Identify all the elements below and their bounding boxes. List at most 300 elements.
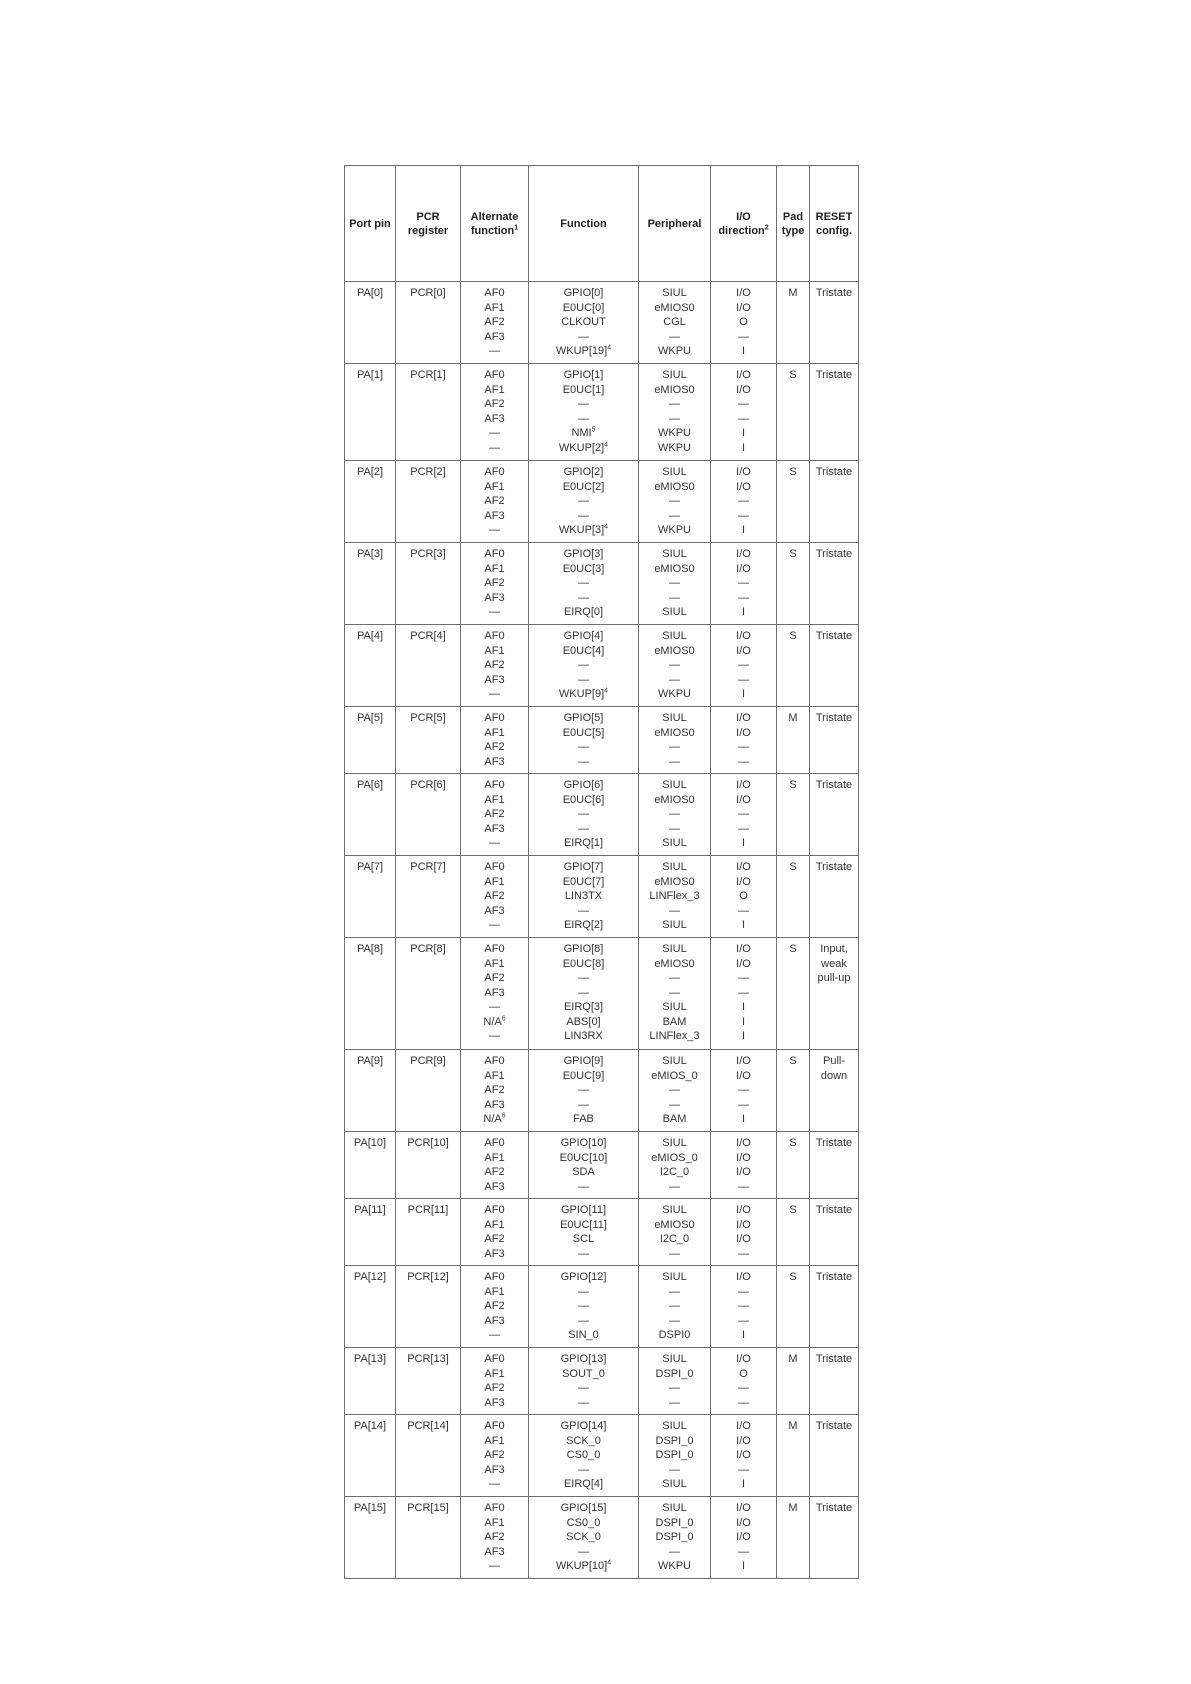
cell-text: I bbox=[741, 1030, 746, 1042]
cell-line bbox=[639, 957, 710, 972]
port-pin-cell bbox=[345, 1050, 396, 1132]
cell-line bbox=[639, 1270, 710, 1285]
cell-text: BAM bbox=[662, 1113, 687, 1125]
cell-text: — bbox=[578, 577, 589, 589]
cell-line bbox=[711, 1015, 776, 1030]
io-direction-cell bbox=[711, 1497, 777, 1579]
cell-line bbox=[529, 1015, 638, 1030]
cell-line bbox=[639, 576, 710, 591]
cell-text: — bbox=[489, 1478, 500, 1490]
cell-line bbox=[711, 523, 776, 538]
cell-text: — bbox=[738, 1396, 749, 1409]
cell-text: EIRQ[4] bbox=[563, 1478, 604, 1490]
alternate-function-cell bbox=[461, 1199, 529, 1266]
cell-line bbox=[396, 286, 460, 301]
cell-line bbox=[810, 1419, 858, 1434]
cell-line bbox=[461, 1328, 528, 1343]
cell-line bbox=[345, 1054, 395, 1069]
cell-text: — bbox=[489, 1001, 500, 1013]
cell-line bbox=[529, 1501, 638, 1516]
cell-line bbox=[396, 1054, 460, 1069]
cell-text: GPIO[13] bbox=[560, 1353, 607, 1365]
cell-line bbox=[711, 1396, 776, 1411]
cell-text: E0UC[4] bbox=[562, 644, 605, 657]
cell-line bbox=[777, 286, 809, 301]
cell-line bbox=[461, 1530, 528, 1545]
cell-text: GPIO[11] bbox=[560, 1204, 607, 1216]
cell-text: GPIO[0] bbox=[563, 287, 604, 299]
table-row bbox=[345, 625, 859, 707]
cell-text: eMIOS0 bbox=[654, 383, 695, 396]
cell-line bbox=[639, 1545, 710, 1560]
alternate-function-cell bbox=[461, 1415, 529, 1497]
cell-text: S bbox=[789, 466, 797, 478]
cell-text: — bbox=[669, 591, 680, 604]
cell-text: PA[8] bbox=[356, 943, 384, 955]
cell-text: I/O bbox=[736, 943, 751, 955]
cell-text: I/O bbox=[736, 1166, 751, 1178]
cell-text: I/O bbox=[736, 1137, 751, 1149]
cell-line bbox=[711, 1069, 776, 1084]
cell-text: I bbox=[741, 837, 746, 849]
cell-text: AF1 bbox=[484, 726, 505, 739]
cell-line bbox=[529, 1516, 638, 1531]
cell-line bbox=[639, 1328, 710, 1343]
cell-text: AF1 bbox=[484, 793, 505, 806]
cell-line bbox=[529, 673, 638, 688]
cell-line bbox=[345, 778, 395, 793]
cell-text: GPIO[10] bbox=[560, 1137, 607, 1149]
cell-line bbox=[639, 605, 710, 620]
cell-line bbox=[461, 1381, 528, 1396]
cell-line bbox=[461, 755, 528, 770]
cell-text: — bbox=[738, 659, 749, 671]
cell-text: I/O bbox=[736, 369, 751, 381]
cell-text: AF0 bbox=[484, 943, 505, 955]
cell-text: SIUL bbox=[662, 369, 687, 381]
function-cell bbox=[529, 461, 639, 543]
cell-text: — bbox=[669, 1382, 680, 1394]
port-pin-cell bbox=[345, 543, 396, 625]
cell-line bbox=[711, 1029, 776, 1044]
cell-text: I2C_0 bbox=[659, 1166, 690, 1178]
cell-text: — bbox=[669, 495, 680, 507]
cell-text: I/O bbox=[736, 861, 751, 873]
cell-line bbox=[777, 1352, 809, 1367]
cell-text: — bbox=[489, 345, 500, 357]
cell-text: I/O bbox=[736, 287, 751, 299]
cell-line bbox=[396, 1419, 460, 1434]
cell-line bbox=[639, 1396, 710, 1411]
cell-text: PCR[9] bbox=[410, 1055, 446, 1067]
peripheral-cell bbox=[639, 364, 711, 461]
cell-text: I/O bbox=[736, 1502, 751, 1514]
cell-line bbox=[461, 480, 528, 495]
cell-text: — bbox=[669, 755, 680, 768]
cell-line bbox=[810, 1501, 858, 1516]
cell-line bbox=[711, 426, 776, 441]
cell-line bbox=[529, 1367, 638, 1382]
cell-line bbox=[711, 986, 776, 1001]
cell-text: — bbox=[578, 808, 589, 820]
cell-line bbox=[639, 591, 710, 606]
cell-line bbox=[639, 1352, 710, 1367]
cell-line bbox=[529, 755, 638, 770]
cell-line bbox=[461, 1165, 528, 1180]
cell-line bbox=[639, 740, 710, 755]
cell-text: E0UC[6] bbox=[562, 793, 605, 806]
cell-text: — bbox=[738, 741, 749, 753]
cell-line bbox=[711, 942, 776, 957]
cell-text: Tristate bbox=[815, 1137, 853, 1149]
pcr-register-cell bbox=[396, 774, 461, 856]
cell-text: I/O bbox=[736, 1434, 751, 1447]
cell-text: I/O bbox=[736, 301, 751, 314]
cell-line bbox=[345, 942, 395, 957]
pcr-register-cell bbox=[396, 1415, 461, 1497]
cell-text: PA[2] bbox=[356, 466, 384, 478]
io-direction-cell bbox=[711, 1266, 777, 1348]
cell-line bbox=[810, 629, 858, 644]
cell-line bbox=[711, 480, 776, 495]
function-cell bbox=[529, 1199, 639, 1266]
cell-text: WKPU bbox=[658, 427, 691, 439]
cell-text: — bbox=[489, 837, 500, 849]
cell-text: eMIOS_0 bbox=[651, 1151, 698, 1164]
cell-text: AF3 bbox=[484, 509, 505, 522]
cell-text: SIUL bbox=[662, 919, 687, 931]
cell-line bbox=[711, 547, 776, 562]
header-peripheral: Peripheral bbox=[639, 166, 711, 282]
cell-line bbox=[639, 1559, 710, 1574]
cell-text: — bbox=[738, 495, 749, 507]
alternate-function-cell bbox=[461, 856, 529, 938]
cell-line bbox=[777, 860, 809, 875]
cell-line bbox=[461, 1463, 528, 1478]
cell-line bbox=[639, 465, 710, 480]
cell-text: PCR[2] bbox=[410, 466, 446, 478]
cell-line bbox=[777, 942, 809, 957]
cell-text: AF1 bbox=[484, 644, 505, 657]
cell-line bbox=[529, 1203, 638, 1218]
footnote-ref: 4 bbox=[604, 687, 609, 695]
cell-line bbox=[711, 1203, 776, 1218]
cell-text: — bbox=[578, 972, 589, 984]
cell-line bbox=[639, 1218, 710, 1233]
cell-line bbox=[711, 412, 776, 427]
cell-line bbox=[711, 605, 776, 620]
footnote-ref: 5 bbox=[591, 426, 596, 434]
cell-text: I bbox=[741, 1001, 746, 1013]
cell-line bbox=[529, 726, 638, 741]
cell-text: AF3 bbox=[484, 1396, 505, 1409]
cell-line bbox=[639, 1151, 710, 1166]
cell-text: — bbox=[738, 1545, 749, 1558]
cell-text: — bbox=[669, 808, 680, 820]
cell-line bbox=[461, 1352, 528, 1367]
cell-line bbox=[461, 368, 528, 383]
cell-text: PCR[4] bbox=[410, 630, 446, 642]
cell-text: AF0 bbox=[484, 1271, 505, 1283]
port-pin-cell bbox=[345, 856, 396, 938]
cell-line bbox=[529, 286, 638, 301]
cell-text: PA[9] bbox=[356, 1055, 384, 1067]
cell-line bbox=[810, 942, 858, 957]
cell-line bbox=[529, 658, 638, 673]
footnote-ref: 4 bbox=[607, 344, 612, 352]
cell-line bbox=[711, 1054, 776, 1069]
cell-text: — bbox=[578, 1098, 589, 1111]
io-direction-cell bbox=[711, 364, 777, 461]
cell-line bbox=[396, 778, 460, 793]
cell-line bbox=[810, 1069, 858, 1084]
cell-text: SIUL bbox=[662, 466, 687, 478]
pin-muxing-table bbox=[344, 165, 859, 1579]
cell-text: — bbox=[669, 972, 680, 984]
cell-line bbox=[529, 1112, 638, 1127]
reset-config-cell bbox=[810, 1132, 859, 1199]
cell-line bbox=[711, 1247, 776, 1262]
cell-line bbox=[810, 286, 858, 301]
cell-text: AF2 bbox=[484, 890, 505, 902]
cell-line bbox=[639, 315, 710, 330]
cell-line bbox=[777, 1270, 809, 1285]
cell-text: M bbox=[788, 1420, 798, 1432]
cell-text: weak bbox=[821, 957, 847, 970]
peripheral-cell bbox=[639, 1415, 711, 1497]
cell-line bbox=[711, 576, 776, 591]
cell-text: LIN3RX bbox=[564, 1030, 603, 1042]
cell-text: I bbox=[741, 345, 746, 357]
cell-line bbox=[345, 368, 395, 383]
cell-text: Tristate bbox=[815, 1353, 853, 1365]
cell-text: I bbox=[741, 1329, 746, 1341]
cell-text: — bbox=[738, 822, 749, 835]
cell-text: WKPU bbox=[658, 441, 691, 454]
cell-text: eMIOS0 bbox=[654, 480, 695, 493]
cell-text: eMIOS0 bbox=[654, 644, 695, 657]
cell-line bbox=[711, 822, 776, 837]
cell-text: — bbox=[738, 755, 749, 768]
cell-line bbox=[639, 889, 710, 904]
cell-line bbox=[711, 397, 776, 412]
cell-line bbox=[711, 687, 776, 702]
alternate-function-cell bbox=[461, 282, 529, 364]
cell-text: Tristate bbox=[815, 369, 853, 381]
cell-line bbox=[639, 301, 710, 316]
cell-line bbox=[529, 1083, 638, 1098]
cell-text: pull-up bbox=[817, 972, 851, 984]
reset-config-cell bbox=[810, 856, 859, 938]
cell-line bbox=[711, 383, 776, 398]
cell-line bbox=[529, 1165, 638, 1180]
cell-text: — bbox=[578, 1300, 589, 1312]
cell-line bbox=[711, 673, 776, 688]
cell-line bbox=[529, 629, 638, 644]
table-row bbox=[345, 1266, 859, 1348]
cell-line bbox=[639, 629, 710, 644]
cell-text: — bbox=[669, 659, 680, 671]
cell-line bbox=[810, 465, 858, 480]
cell-text: eMIOS0 bbox=[654, 957, 695, 970]
peripheral-cell bbox=[639, 625, 711, 707]
footnote-ref: 4 bbox=[607, 1559, 612, 1567]
cell-line bbox=[461, 562, 528, 577]
cell-line bbox=[529, 860, 638, 875]
cell-text: — bbox=[578, 1314, 589, 1327]
cell-line bbox=[461, 1151, 528, 1166]
cell-line bbox=[529, 1559, 638, 1574]
cell-text: — bbox=[578, 1545, 589, 1558]
port-pin-cell bbox=[345, 1348, 396, 1415]
peripheral-cell bbox=[639, 1348, 711, 1415]
cell-text: — bbox=[578, 1084, 589, 1096]
cell-text: AF0 bbox=[484, 287, 505, 299]
cell-text: E0UC[10] bbox=[559, 1151, 608, 1164]
cell-line bbox=[461, 889, 528, 904]
cell-text: AF1 bbox=[484, 301, 505, 314]
cell-text: AF0 bbox=[484, 1055, 505, 1067]
footnote-ref: 6 bbox=[501, 1112, 506, 1120]
cell-line bbox=[461, 1285, 528, 1300]
cell-text: eMIOS0 bbox=[654, 1218, 695, 1231]
cell-line bbox=[396, 629, 460, 644]
cell-text: DSPI_0 bbox=[655, 1449, 694, 1461]
cell-text: I bbox=[741, 441, 746, 454]
cell-text: AF0 bbox=[484, 712, 505, 724]
cell-text: Tristate bbox=[815, 1502, 853, 1514]
cell-line bbox=[461, 658, 528, 673]
cell-line bbox=[810, 971, 858, 986]
cell-text: I/O bbox=[736, 548, 751, 560]
pcr-register-cell bbox=[396, 1348, 461, 1415]
cell-line bbox=[711, 1545, 776, 1560]
cell-text: — bbox=[669, 509, 680, 522]
cell-text: — bbox=[669, 673, 680, 686]
cell-line bbox=[810, 1054, 858, 1069]
cell-line bbox=[396, 711, 460, 726]
cell-line bbox=[529, 1054, 638, 1069]
cell-line bbox=[461, 875, 528, 890]
cell-line bbox=[461, 1232, 528, 1247]
cell-text: PCR[3] bbox=[410, 548, 446, 560]
cell-text: eMIOS_0 bbox=[651, 1069, 698, 1082]
cell-line bbox=[639, 426, 710, 441]
cell-text: — bbox=[669, 1084, 680, 1096]
cell-line bbox=[639, 1000, 710, 1015]
cell-line bbox=[777, 368, 809, 383]
cell-text: AF0 bbox=[484, 466, 505, 478]
cell-line bbox=[810, 860, 858, 875]
cell-line bbox=[529, 1328, 638, 1343]
cell-line bbox=[529, 368, 638, 383]
cell-line bbox=[461, 315, 528, 330]
cell-text: O bbox=[739, 1367, 748, 1380]
cell-text: AF1 bbox=[484, 1285, 505, 1298]
cell-text: GPIO[3] bbox=[563, 548, 604, 560]
cell-line bbox=[777, 778, 809, 793]
cell-line bbox=[711, 1530, 776, 1545]
cell-text: AF0 bbox=[484, 548, 505, 560]
header-row bbox=[345, 166, 859, 282]
cell-line bbox=[639, 1165, 710, 1180]
pcr-register-cell bbox=[396, 543, 461, 625]
cell-text: down bbox=[820, 1069, 848, 1082]
function-cell bbox=[529, 625, 639, 707]
cell-line bbox=[711, 1165, 776, 1180]
cell-text: AF2 bbox=[484, 1166, 505, 1178]
cell-text: — bbox=[578, 755, 589, 768]
cell-line bbox=[529, 576, 638, 591]
cell-line bbox=[461, 971, 528, 986]
cell-line bbox=[345, 629, 395, 644]
cell-line bbox=[639, 822, 710, 837]
io-direction-cell bbox=[711, 774, 777, 856]
cell-line bbox=[711, 1270, 776, 1285]
port-pin-cell bbox=[345, 282, 396, 364]
cell-text: WKPU bbox=[658, 524, 691, 536]
cell-line bbox=[639, 918, 710, 933]
cell-line bbox=[711, 889, 776, 904]
cell-line bbox=[529, 971, 638, 986]
cell-text: — bbox=[738, 591, 749, 604]
cell-line bbox=[461, 836, 528, 851]
io-direction-cell bbox=[711, 938, 777, 1050]
cell-text: M bbox=[788, 1502, 798, 1514]
cell-line bbox=[345, 860, 395, 875]
cell-text: PCR[0] bbox=[410, 287, 446, 299]
function-cell bbox=[529, 938, 639, 1050]
cell-text: SIUL bbox=[662, 1420, 687, 1432]
cell-text: — bbox=[578, 591, 589, 604]
cell-text: AF0 bbox=[484, 630, 505, 642]
cell-line bbox=[711, 1285, 776, 1300]
alternate-function-cell bbox=[461, 1497, 529, 1579]
cell-line bbox=[711, 1477, 776, 1492]
function-cell bbox=[529, 774, 639, 856]
cell-text: PA[6] bbox=[356, 779, 384, 791]
cell-line bbox=[461, 1501, 528, 1516]
cell-text: — bbox=[578, 904, 589, 917]
cell-line bbox=[529, 1098, 638, 1113]
function-cell bbox=[529, 1348, 639, 1415]
reset-config-cell bbox=[810, 1199, 859, 1266]
cell-text: PCR[5] bbox=[410, 712, 446, 724]
cell-line bbox=[461, 397, 528, 412]
cell-line bbox=[461, 1247, 528, 1262]
cell-line bbox=[529, 1434, 638, 1449]
cell-text: I/O bbox=[736, 644, 751, 657]
cell-line bbox=[461, 1434, 528, 1449]
cell-text: CLKOUT bbox=[561, 316, 606, 328]
cell-line bbox=[639, 412, 710, 427]
cell-text: I/O bbox=[736, 562, 751, 575]
cell-line bbox=[639, 875, 710, 890]
cell-text: AF2 bbox=[484, 741, 505, 753]
reset-config-cell bbox=[810, 364, 859, 461]
cell-text: AF1 bbox=[484, 1151, 505, 1164]
function-cell bbox=[529, 1132, 639, 1199]
cell-line bbox=[777, 465, 809, 480]
port-pin-cell bbox=[345, 625, 396, 707]
cell-line bbox=[461, 711, 528, 726]
cell-text: — bbox=[489, 1030, 500, 1042]
cell-text: — bbox=[669, 412, 680, 425]
cell-text: I/O bbox=[736, 1055, 751, 1067]
cell-text: S bbox=[789, 1271, 797, 1283]
cell-text: — bbox=[669, 1300, 680, 1312]
cell-line bbox=[529, 465, 638, 480]
